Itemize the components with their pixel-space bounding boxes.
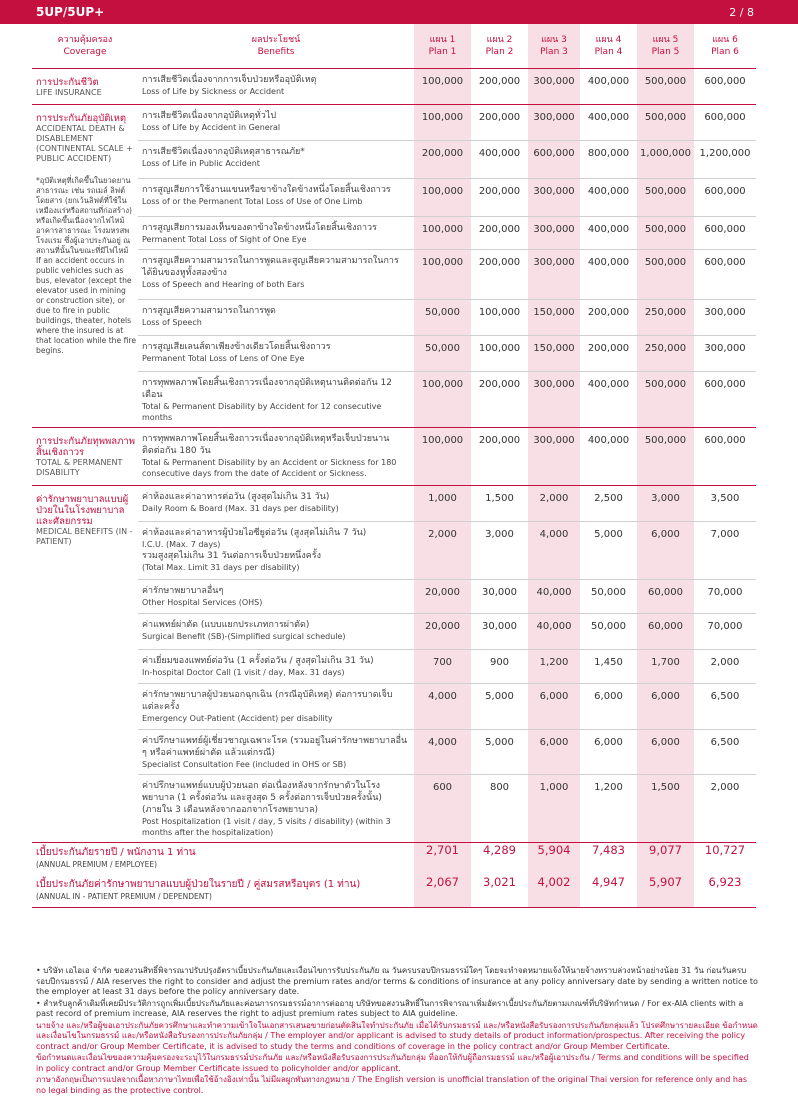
plan-value: 600,000 (694, 372, 756, 428)
plan-value: 300,000 (528, 428, 580, 486)
plan-value: 600,000 (694, 69, 756, 105)
table-header-row (32, 24, 756, 69)
benefit-th: การทุพพลภาพโดยสิ้นเชิงถาวรเนื่องจากอุบัติเหตุนานติดต่อกัน 12 เดือน (142, 378, 392, 400)
benefit-th: ค่ารักษาพยาบาลอื่นๆ (142, 586, 224, 596)
benefit-description (138, 730, 414, 775)
coverage-note-th: *อุบัติเหตุที่เกิดขึ้นในยวดยานสาธารณะ เช่น รถเมล์ ลิฟต์โดยสาร (ยกเว้นลิฟต์ที่ใช้ในเหมืองแร่หรือสถานที่ก่อสร้าง) หรือเกิดขึ้นเนื่องจากไฟไหม้อาคารสาธารณะ โรงมหรสพ โรงแรม ซึ่งผู้เอาประกันอยู่ ณ สถานที่นั้นในขณะที่มีไฟไหม้ (36, 176, 132, 255)
benefit-row (32, 336, 756, 372)
benefit-description (138, 372, 414, 428)
benefit-description (138, 522, 414, 580)
benefit-en: Loss of Speech (142, 318, 202, 327)
premium-value: 4,289 (471, 843, 528, 876)
benefits-header-th: ผลประโยชน์ (251, 35, 301, 45)
benefit-row (32, 141, 756, 179)
benefit-en: Post Hospitalization (1 visit / day, 5 visits / disability) (within 3 months after the hospitalization) (142, 817, 391, 837)
benefit-en: Specialist Consultation Fee (included in OHS or SB) (142, 760, 347, 769)
plan-value: 300,000 (528, 217, 580, 250)
coverage-cell-tpd (32, 428, 138, 486)
plan-value: 3,000 (637, 486, 694, 522)
plan-header (694, 24, 756, 69)
benefit-row (32, 730, 756, 775)
benefit-row (32, 650, 756, 684)
plan-value: 250,000 (637, 336, 694, 372)
plan-value: 600 (414, 775, 471, 843)
coverage-th: การประกันชีวิต (36, 77, 99, 88)
premium-value: 7,483 (580, 843, 637, 876)
benefit-th: การสูญเสียความสามารถในการพูด (142, 306, 276, 316)
premium-label-en: (ANNUAL PREMIUM / EMPLOYEE) (36, 860, 157, 869)
plan-value: 1,700 (637, 650, 694, 684)
benefit-en-2: (Total Max. Limit 31 days per disability) (142, 563, 300, 572)
benefit-row (32, 428, 756, 486)
plan-value: 900 (471, 650, 528, 684)
plan-value: 6,000 (637, 684, 694, 730)
benefit-en: Total & Permanent Disability by an Accident or Sickness for 180 consecutive days from the date of Accident or Sickness. (142, 458, 397, 478)
table-body (32, 69, 756, 908)
benefit-row (32, 179, 756, 217)
benefit-en: Emergency Out-Patient (Accident) per disability (142, 714, 333, 723)
plan-value: 600,000 (694, 428, 756, 486)
benefit-th: การสูญเสียการมองเห็นของตาข้างใดข้างหนึ่งโดยสิ้นเชิงถาวร (142, 223, 377, 233)
plan-value: 6,000 (580, 730, 637, 775)
plan-value: 1,200,000 (694, 141, 756, 179)
premium-value: 5,907 (637, 875, 694, 908)
benefit-th: ค่าปรึกษาแพทย์ผู้เชี่ยวชาญเฉพาะโรค (รวมอยู่ในค่ารักษาพยาบาลอื่น ๆ หรือค่าแพทย์ผ่าตัด แล้วแต่กรณี) (142, 736, 408, 758)
plan-header (414, 24, 471, 69)
footnote-premium-adjustment: • บริษัท เอไอเอ จำกัด ขอสงวนสิทธิ์พิจารณาปรับปรุงอัตราเบี้ยประกันภัยและเงื่อนไขการรับประกันภัย ณ วันครบรอบปีกรมธรรม์ใดๆ โดยจะทำจดหมายแจ้งให้นายจ้างทราบล่วงหน้าอย่างน้อย 31 วัน ก่อนวันครบรอบปีกรมธรรม์ / AIA reserves the right to consider and adjust the premium rates and/or terms & conditions of insurance at any policy anniversary date by sending a written notice to the employer at least 31 days before the policy anniversary date. (36, 966, 758, 996)
benefit-description (138, 250, 414, 300)
plan-value: 250,000 (637, 300, 694, 336)
plan-header-th: แผน 6 (712, 35, 738, 45)
coverage-en: LIFE INSURANCE (36, 88, 102, 97)
premium-value: 4,947 (580, 875, 637, 908)
plan-value: 50,000 (414, 336, 471, 372)
coverage-header-th: ความคุ้มครอง (57, 35, 113, 45)
coverage-header-en: Coverage (63, 47, 107, 57)
plan-value: 200,000 (471, 250, 528, 300)
plan-value: 6,000 (637, 730, 694, 775)
plan-value: 400,000 (580, 250, 637, 300)
plan-header-en: Plan 2 (485, 47, 514, 57)
premium-value: 9,077 (637, 843, 694, 876)
benefit-description (138, 428, 414, 486)
plan-value: 400,000 (580, 105, 637, 141)
plan-value: 100,000 (414, 372, 471, 428)
plan-value: 1,000,000 (637, 141, 694, 179)
benefit-th: ค่าแพทย์ผ่าตัด (แบบแยกประเภทการผ่าตัด) (142, 620, 310, 630)
plan-value: 800 (471, 775, 528, 843)
plan-value: 300,000 (528, 69, 580, 105)
coverage-en: ACCIDENTAL DEATH & DISABLEMENT (CONTINENTAL SCALE + PUBLIC ACCIDENT) (36, 124, 133, 163)
plan-value: 300,000 (528, 105, 580, 141)
plan-header-th: แผน 1 (429, 35, 456, 45)
plan-value: 1,500 (471, 486, 528, 522)
plan-value: 100,000 (414, 250, 471, 300)
benefits-header (138, 24, 414, 69)
plan-value: 200,000 (471, 428, 528, 486)
plan-header (580, 24, 637, 69)
plan-value: 800,000 (580, 141, 637, 179)
plan-value: 700 (414, 650, 471, 684)
plan-value: 70,000 (694, 614, 756, 650)
plan-value: 60,000 (637, 614, 694, 650)
benefit-row (32, 684, 756, 730)
top-banner (0, 0, 798, 24)
plan-value: 500,000 (637, 250, 694, 300)
benefit-description (138, 684, 414, 730)
benefit-en: Surgical Benefit (SB)-(Simplified surgical schedule) (142, 632, 346, 641)
benefit-th: การเสียชีวิตเนื่องจากการเจ็บป่วยหรืออุบัติเหตุ (142, 75, 317, 85)
coverage-en: MEDICAL BENEFITS (IN - PATIENT) (36, 527, 133, 546)
benefit-description (138, 179, 414, 217)
benefit-en: In-hospital Doctor Call (1 visit / day, Max. 31 days) (142, 668, 345, 677)
plan-value: 20,000 (414, 580, 471, 614)
plan-value: 1,450 (580, 650, 637, 684)
plan-value: 4,000 (528, 522, 580, 580)
plan-value: 400,000 (580, 217, 637, 250)
benefit-row (32, 522, 756, 580)
plan-value: 200,000 (471, 105, 528, 141)
plan-value: 1,200 (528, 650, 580, 684)
coverage-th: การประกันภัยทุพพลภาพสิ้นเชิงถาวร (36, 436, 135, 458)
plan-header (471, 24, 528, 69)
plan-value: 300,000 (528, 250, 580, 300)
plan-value: 50,000 (580, 580, 637, 614)
premium-value: 3,021 (471, 875, 528, 908)
product-name: 5UP/5UP+ (36, 5, 105, 19)
premium-label (32, 875, 414, 908)
plan-value: 5,000 (471, 684, 528, 730)
plan-value: 500,000 (637, 105, 694, 141)
benefits-header-en: Benefits (257, 47, 295, 57)
premium-row (32, 875, 756, 908)
plan-header (637, 24, 694, 69)
benefit-row (32, 486, 756, 522)
benefit-th: การสูญเสียความสามารถในการพูดและสูญเสียความสามารถในการได้ยินของหูทั้งสองข้าง (142, 256, 399, 278)
plan-value: 600,000 (694, 250, 756, 300)
plan-value: 60,000 (637, 580, 694, 614)
footnote-advice: นายจ้าง และ/หรือผู้ขอเอาประกันภัยควรศึกษาและทำความเข้าใจในเอกสารเสนอขายก่อนตัดสินใจทำประกันภัย เมื่อได้รับกรมธรรม์ และ/หรือหนังสือรับรองการประกันภัยกลุ่มแล้ว โปรดศึกษารายละเอียด ข้อกำหนด และเงื่อนไขในกรมธรรม์ และ/หรือหนังสือรับรองการประกันภัยกลุ่ม / The employer and/or applicant is advised to study details of product information/prospectus. After receiving the policy contract and/or Group Member Certificate, it is advised to study the terms and conditions of coverage in the policy contract and/or Group Member Certificate. (36, 1020, 758, 1051)
benefit-description (138, 486, 414, 522)
benefits-table (32, 24, 756, 908)
plan-value: 400,000 (580, 179, 637, 217)
benefit-th: ค่าปรึกษาแพทย์แบบผู้ป่วยนอก ต่อเนื่องหลังจากรักษาตัวในโรงพยาบาล (1 ครั้งต่อวัน และสูงสุด 5 ครั้งต่อการเจ็บป่วยครั้งนั้น) (ภายใน 3 เดือนหลังจากออกจากโรงพยาบาล) (142, 781, 382, 815)
plan-value: 600,000 (694, 217, 756, 250)
benefit-description (138, 300, 414, 336)
plan-value: 300,000 (694, 336, 756, 372)
plan-value: 6,000 (528, 684, 580, 730)
benefit-row (32, 580, 756, 614)
plan-value: 2,000 (528, 486, 580, 522)
benefit-th: ค่าเยี่ยมของแพทย์ต่อวัน (1 ครั้งต่อวัน / สูงสุดไม่เกิน 31 วัน) (142, 656, 374, 666)
plan-value: 600,000 (694, 105, 756, 141)
plan-value: 6,500 (694, 684, 756, 730)
plan-value: 150,000 (528, 336, 580, 372)
plan-value: 200,000 (471, 69, 528, 105)
benefit-description (138, 650, 414, 684)
benefit-th: ค่ารักษาพยาบาลผู้ป่วยนอกฉุกเฉิน (กรณีอุบัติเหตุ) ต่อการบาดเจ็บแต่ละครั้ง (142, 690, 393, 712)
premium-value: 10,727 (694, 843, 756, 876)
premium-row (32, 843, 756, 876)
plan-value: 7,000 (694, 522, 756, 580)
plan-value: 600,000 (528, 141, 580, 179)
benefit-row (32, 300, 756, 336)
premium-value: 2,067 (414, 875, 471, 908)
page-indicator: 2 / 8 (729, 5, 754, 19)
footnote-translation: ภาษาอังกฤษเป็นการแปลจากเนื้อหาภาษาไทยเพื่อใช้อ้างอิงเท่านั้น ไม่มีผลผูกพันทางกฎหมาย / The English version is unofficial translation of the original Thai version for reference only and has no legal binding as the protective control. (36, 1075, 748, 1095)
plan-header-en: Plan 4 (594, 47, 623, 57)
benefit-en: Loss of Speech and Hearing of both Ears (142, 280, 305, 289)
plan-header-en: Plan 1 (428, 47, 457, 57)
benefit-row (32, 250, 756, 300)
plan-header-en: Plan 6 (711, 47, 739, 57)
coverage-th: การประกันภัยอุบัติเหตุ (36, 113, 127, 124)
plan-header-th: แผน 4 (595, 35, 622, 45)
benefit-description (138, 336, 414, 372)
benefit-en: Daily Room & Board (Max. 31 days per disability) (142, 504, 339, 513)
plan-value: 1,500 (637, 775, 694, 843)
benefit-en: Loss of Life in Public Accident (142, 159, 260, 168)
plan-value: 5,000 (580, 522, 637, 580)
benefit-th: การสูญเสียเลนส์ตาเพียงข้างเดียวโดยสิ้นเชิงถาวร (142, 342, 331, 352)
benefits-table-container (32, 24, 756, 908)
benefit-th: การสูญเสียการใช้งานแขนหรือขาข้างใดข้างหนึ่งโดยสิ้นเชิงถาวร (142, 185, 391, 195)
benefit-description (138, 105, 414, 141)
plan-value: 6,000 (637, 522, 694, 580)
plan-value: 40,000 (528, 614, 580, 650)
plan-value: 300,000 (528, 372, 580, 428)
benefit-en: Loss of Life by Sickness or Accident (142, 87, 285, 96)
plan-value: 5,000 (471, 730, 528, 775)
premium-label-th: เบี้ยประกันภัยรายปี / พนักงาน 1 ท่าน (36, 847, 196, 858)
benefit-description (138, 69, 414, 105)
coverage-cell-medical (32, 486, 138, 843)
plan-value: 1,000 (528, 775, 580, 843)
benefit-th: การเสียชีวิตเนื่องจากอุบัติเหตุสาธารณภัย* (142, 147, 305, 157)
benefit-row (32, 614, 756, 650)
plan-value: 2,000 (414, 522, 471, 580)
plan-value: 400,000 (471, 141, 528, 179)
plan-value: 6,000 (528, 730, 580, 775)
plan-value: 6,500 (694, 730, 756, 775)
benefit-en: I.C.U. (Max. 7 days) (142, 540, 221, 549)
coverage-en: TOTAL & PERMANENT DISABILITY (36, 458, 123, 477)
benefit-en: Permanent Total Loss of Lens of One Eye (142, 354, 305, 363)
plan-value: 100,000 (471, 300, 528, 336)
plan-header-en: Plan 5 (651, 47, 680, 57)
benefit-description (138, 141, 414, 179)
benefit-en: Total & Permanent Disability by Accident for 12 consecutive months (142, 402, 382, 422)
benefit-en: Loss of or the Permanent Total Loss of Use of One Limb (142, 197, 363, 206)
plan-value: 4,000 (414, 730, 471, 775)
benefit-en: Loss of Life by Accident in General (142, 123, 281, 132)
plan-value: 6,000 (580, 684, 637, 730)
plan-value: 150,000 (528, 300, 580, 336)
plan-header-th: แผน 5 (652, 35, 679, 45)
plan-value: 3,500 (694, 486, 756, 522)
plan-value: 500,000 (637, 372, 694, 428)
plan-value: 400,000 (580, 69, 637, 105)
footnote-ex-clients: • สำหรับลูกค้าเดิมที่เคยมีประวัติการถูกเพิ่มเบี้ยประกันภัยและค่อนการกรมธรรม์อาการต่ออายุ บริษัทขอสงวนสิทธิ์ในการพิจารณาเพิ่มอัตราเบี้ยประกันภัยตามเกณฑ์ที่บริษัทกำหนด / For ex-AIA clients with a past record of premium increase, AIA reserves the right to adjust premium rates subject to AIA guideline. (36, 998, 744, 1018)
benefit-th: ค่าห้องและค่าอาหารผู้ป่วยไอซียูต่อวัน (สูงสุดไม่เกิน 7 วัน) (142, 528, 367, 538)
premium-label-th: เบี้ยประกันภัยค่ารักษาพยาบาลแบบผู้ป่วยในรายปี / คู่สมรสหรือบุตร (1 ท่าน) (36, 879, 361, 890)
coverage-note-en: If an accident occurs in public vehicles such as bus, elevator (except the elevator used in mining or construction site), or due to fire in public buildings, theater, hotels where the insured is at that location while the fire begins. (36, 256, 136, 355)
benefit-en: Permanent Total Loss of Sight of One Eye (142, 235, 307, 244)
plan-value: 50,000 (580, 614, 637, 650)
plan-value: 1,000 (414, 486, 471, 522)
plan-value: 100,000 (414, 105, 471, 141)
footnote-terms: ข้อกำหนดและเงื่อนไขของความคุ้มครองจะระบุไว้ในกรมธรรม์ประกันภัย และ/หรือหนังสือรับรองการประกันภัยกลุ่ม ที่ออกให้กับผู้ถือกรมธรรม์ และ/หรือผู้เอาประกัน / Terms and conditions will be specified in policy contract and/or Group Member Certificate issued to policyholder and/or applicant. (36, 1053, 749, 1073)
benefit-description (138, 614, 414, 650)
benefit-en: Other Hospital Services (OHS) (142, 598, 263, 607)
footnotes (36, 966, 758, 1097)
plan-value: 40,000 (528, 580, 580, 614)
plan-header-en: Plan 3 (540, 47, 568, 57)
coverage-th: ค่ารักษาพยาบาลแบบผู้ป่วยในในโรงพยาบาลและศัลยกรรม (36, 494, 129, 527)
plan-value: 4,000 (414, 684, 471, 730)
plan-value: 300,000 (528, 179, 580, 217)
benefit-row (32, 217, 756, 250)
benefit-th-2: รวมสูงสุดไม่เกิน 31 วันต่อการเจ็บป่วยหนึ่งครั้ง (142, 551, 321, 561)
benefit-description (138, 775, 414, 843)
plan-value: 30,000 (471, 614, 528, 650)
benefit-description (138, 580, 414, 614)
plan-value: 100,000 (471, 336, 528, 372)
coverage-cell-accident (32, 105, 138, 428)
coverage-header (32, 24, 138, 69)
benefit-th: การเสียชีวิตเนื่องจากอุบัติเหตุทั่วไป (142, 111, 277, 121)
plan-value: 100,000 (414, 428, 471, 486)
plan-value: 200,000 (471, 179, 528, 217)
plan-value: 500,000 (637, 69, 694, 105)
plan-value: 2,500 (580, 486, 637, 522)
plan-value: 200,000 (580, 336, 637, 372)
plan-value: 300,000 (694, 300, 756, 336)
benefit-row (32, 775, 756, 843)
benefit-row (32, 105, 756, 141)
plan-value: 200,000 (471, 372, 528, 428)
plan-value: 500,000 (637, 428, 694, 486)
premium-value: 4,002 (528, 875, 580, 908)
plan-value: 200,000 (471, 217, 528, 250)
plan-value: 400,000 (580, 372, 637, 428)
plan-header (528, 24, 580, 69)
plan-value: 200,000 (580, 300, 637, 336)
plan-value: 400,000 (580, 428, 637, 486)
plan-value: 500,000 (637, 217, 694, 250)
premium-label-en: (ANNUAL IN - PATIENT PREMIUM / DEPENDENT) (36, 892, 212, 901)
benefit-th: ค่าห้องและค่าอาหารต่อวัน (สูงสุดไม่เกิน 31 วัน) (142, 492, 330, 502)
premium-value: 5,904 (528, 843, 580, 876)
benefit-row (32, 69, 756, 105)
plan-value: 70,000 (694, 580, 756, 614)
premium-value: 6,923 (694, 875, 756, 908)
plan-value: 2,000 (694, 650, 756, 684)
premium-label (32, 843, 414, 876)
plan-value: 30,000 (471, 580, 528, 614)
plan-value: 200,000 (414, 141, 471, 179)
plan-value: 100,000 (414, 69, 471, 105)
benefit-th: การทุพพลภาพโดยสิ้นเชิงถาวรเนื่องจากอุบัติเหตุหรือเจ็บป่วยนานติดต่อกัน 180 วัน (142, 434, 390, 456)
plan-value: 100,000 (414, 179, 471, 217)
plan-value: 500,000 (637, 179, 694, 217)
premium-value: 2,701 (414, 843, 471, 876)
benefit-row (32, 372, 756, 428)
plan-value: 2,000 (694, 775, 756, 843)
benefit-description (138, 217, 414, 250)
plan-header-th: แผน 3 (541, 35, 567, 45)
plan-value: 20,000 (414, 614, 471, 650)
plan-value: 50,000 (414, 300, 471, 336)
plan-value: 100,000 (414, 217, 471, 250)
plan-value: 600,000 (694, 179, 756, 217)
plan-value: 1,200 (580, 775, 637, 843)
coverage-cell-life (32, 69, 138, 105)
plan-header-th: แผน 2 (486, 35, 513, 45)
plan-value: 3,000 (471, 522, 528, 580)
